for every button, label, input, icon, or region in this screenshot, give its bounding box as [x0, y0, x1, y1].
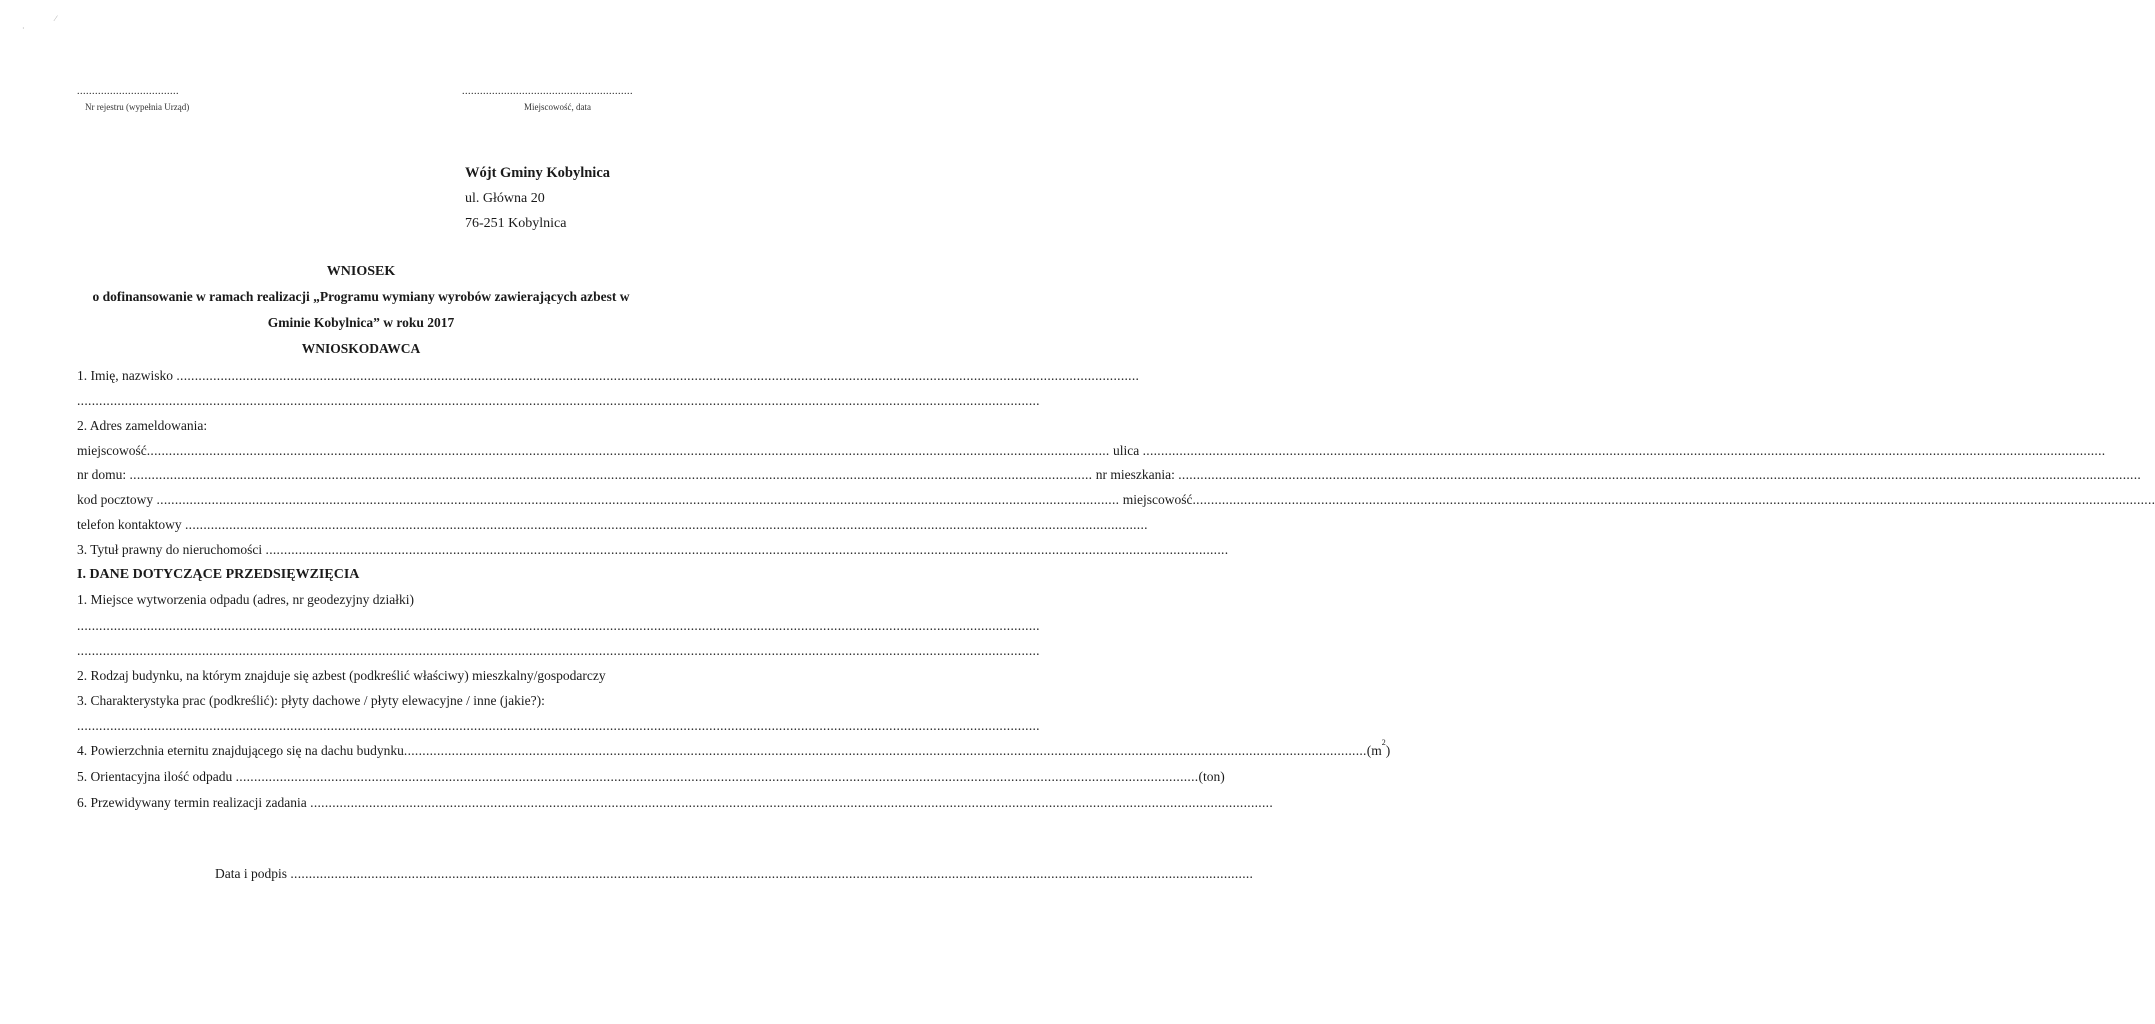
phone-field[interactable] — [185, 517, 1148, 533]
item1-label: 1. Miejsce wytworzenia odpadu (adres, nr geodezyjny działki) — [77, 592, 415, 607]
form-title: WNIOSEK — [326, 264, 396, 279]
name-continuation-field[interactable] — [77, 393, 1040, 409]
item4-unit: (m — [1366, 743, 1382, 758]
place-date-caption: Miejscowość, data — [524, 102, 591, 112]
item4-field[interactable] — [404, 743, 1367, 759]
item1-field-row2 — [77, 643, 659, 659]
addressee-street: ul. Główna 20 — [465, 191, 545, 206]
place-date-field[interactable]: ......................................................... — [462, 86, 633, 97]
signature-row — [215, 866, 599, 882]
item5-field[interactable] — [236, 769, 1199, 785]
item4-unit-close: ) — [1385, 743, 1391, 758]
address-label: 2. Adres zameldowania: — [77, 418, 208, 433]
flat-label: nr mieszkania: — [1095, 467, 1175, 482]
name-field[interactable] — [176, 368, 1139, 384]
item2-row — [77, 668, 659, 684]
scan-dot: · — [22, 24, 25, 33]
legal-title-field[interactable] — [266, 542, 1229, 558]
item3-row — [77, 693, 659, 709]
town-field[interactable] — [147, 443, 1110, 459]
street-field[interactable] — [1143, 443, 2106, 459]
item1-field-row1 — [77, 618, 659, 634]
legal-title-label: 3. Tytuł prawny do nieruchomości — [77, 542, 263, 557]
signature-field[interactable] — [290, 866, 1253, 882]
item1-field-1[interactable] — [77, 618, 1040, 634]
postal-row — [77, 492, 1193, 508]
name-label: 1. Imię, nazwisko — [77, 368, 173, 383]
house-label: nr domu: — [77, 467, 127, 482]
item6-field[interactable] — [310, 795, 1273, 811]
address-heading-row — [77, 418, 659, 434]
postal-town-label: miejscowość — [1122, 492, 1193, 507]
item3-field-row — [77, 718, 659, 734]
registry-number-field[interactable]: .................................. — [77, 86, 179, 97]
town-street-row — [77, 443, 1140, 459]
form-subtitle-line1: o dofinansowanie w ramach realizacji „Programu wymiany wyrobów zawierających azbest w — [92, 289, 630, 304]
addressee-city: 76-251 Kobylnica — [465, 216, 567, 231]
project-section-title: I. DANE DOTYCZĄCE PRZEDSIĘWZIĘCIA — [77, 567, 360, 582]
item5-row — [77, 769, 1225, 785]
project-section-row — [77, 567, 659, 583]
item6-label: 6. Przewidywany termin realizacji zadania — [77, 795, 307, 810]
legal-title-row — [77, 542, 659, 558]
scan-mark: ⁄ — [55, 14, 57, 23]
item4-label: 4. Powierzchnia eternitu znajdującego się na dachu budynku — [77, 743, 404, 758]
postal-label: kod pocztowy — [77, 492, 154, 507]
signature-label: Data i podpis — [215, 866, 287, 881]
postal-town-field[interactable] — [1192, 492, 2155, 508]
flat-field[interactable] — [1178, 467, 2141, 483]
item1-field-2[interactable] — [77, 643, 1040, 659]
registry-number-caption: Nr rejestru (wypełnia Urząd) — [85, 102, 190, 112]
town-label: miejscowość — [77, 443, 147, 458]
phone-label: telefon kontaktowy — [77, 517, 182, 532]
form-subtitle-line2: Gminie Kobylnica” w roku 2017 — [267, 315, 455, 330]
postal-field[interactable] — [156, 492, 1119, 508]
item5-label: 5. Orientacyjna ilość odpadu — [77, 769, 233, 784]
name-row — [77, 368, 659, 384]
item1-row — [77, 592, 659, 608]
item3-label: 3. Charakterystyka prac (podkreślić): płyty dachowe / płyty elewacyjne / inne (jakie?): — [77, 693, 545, 708]
item6-row — [77, 795, 659, 811]
item3-field[interactable] — [77, 718, 1040, 734]
item2-label: 2. Rodzaj budynku, na którym znajduje się azbest (podkreślić właściwy) mieszkalny/gospodarczy — [77, 668, 606, 683]
phone-row — [77, 517, 659, 533]
item4-row — [77, 738, 1391, 759]
house-flat-row — [77, 467, 1175, 483]
addressee-title: Wójt Gminy Kobylnica — [465, 165, 611, 181]
item4-unit-sup: 2 — [1381, 738, 1386, 747]
street-label: ulica — [1112, 443, 1140, 458]
house-field[interactable] — [130, 467, 1093, 483]
item5-unit: (ton) — [1198, 769, 1225, 784]
name-continuation-row — [77, 393, 659, 409]
applicant-section-title: WNIOSKODAWCA — [301, 341, 421, 356]
